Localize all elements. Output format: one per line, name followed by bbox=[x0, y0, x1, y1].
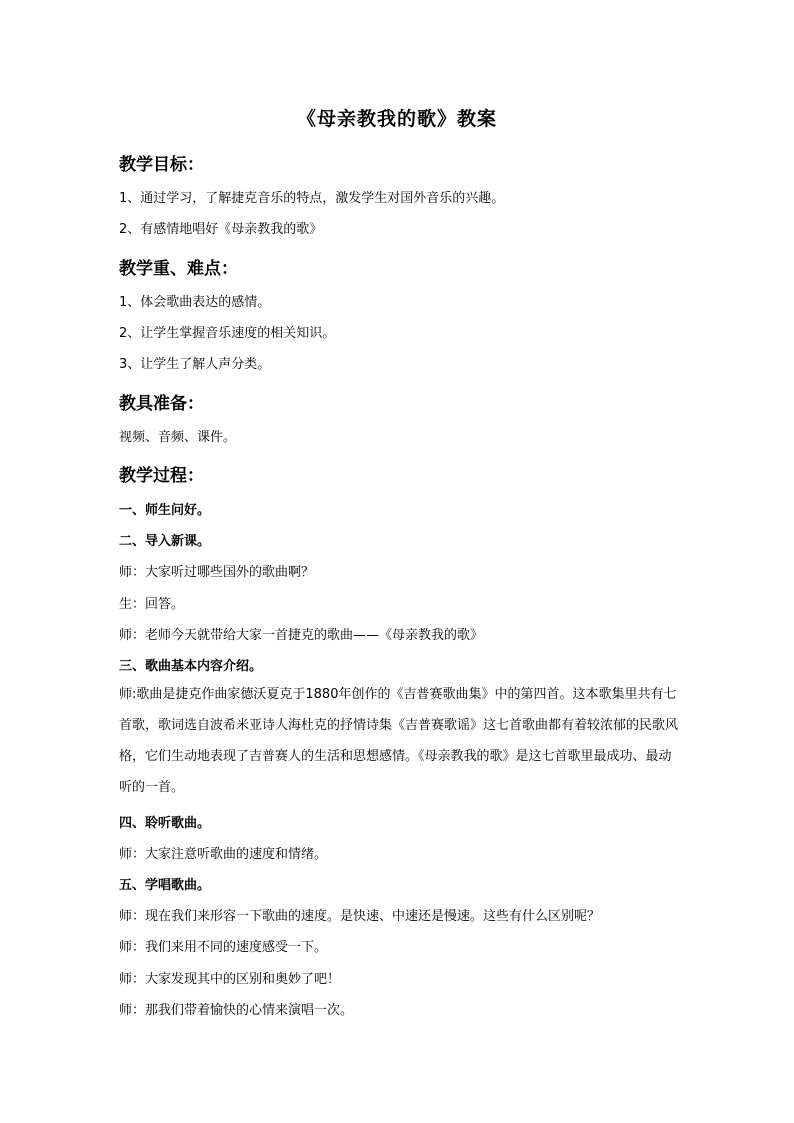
step-2-line-3: 师：老师今天就带给大家一首捷克的歌曲——《母亲教我的歌》 bbox=[119, 628, 484, 643]
step-4-title: 四、聆听歌曲。 bbox=[119, 816, 211, 831]
page-title: 《母亲教我的歌》教案 bbox=[296, 108, 497, 130]
materials-text: 视频、音频、课件。 bbox=[119, 430, 237, 445]
step-2-line-2: 生：回答。 bbox=[119, 597, 185, 612]
heading-keypoints: 教学重、难点： bbox=[119, 259, 238, 279]
step-3-title: 三、歌曲基本内容介绍。 bbox=[119, 659, 263, 674]
keypoint-item-2: 2、让学生掌握音乐速度的相关知识。 bbox=[119, 326, 336, 341]
step-5-line-2: 师：我们来用不同的速度感受一下。 bbox=[119, 940, 328, 955]
step-5-line-4: 师：那我们带着愉快的心情来演唱一次。 bbox=[119, 1003, 354, 1018]
step-2-title: 二、导入新课。 bbox=[119, 534, 211, 549]
heading-materials: 教具准备： bbox=[119, 394, 204, 414]
step-5-line-3: 师：大家发现其中的区别和奥妙了吧！ bbox=[119, 972, 341, 987]
step-4-line-1: 师：大家注意听歌曲的速度和情绪。 bbox=[119, 847, 328, 862]
objective-item-1: 1、通过学习，了解捷克音乐的特点，激发学生对国外音乐的兴趣。 bbox=[119, 191, 505, 206]
keypoint-item-3: 3、让学生了解人声分类。 bbox=[119, 357, 271, 372]
heading-objectives: 教学目标： bbox=[119, 155, 204, 175]
step-2-line-1: 师：大家听过哪些国外的歌曲啊？ bbox=[119, 565, 315, 580]
step-5-line-1: 师：现在我们来形容一下歌曲的速度。是快速、中速还是慢速。这些有什么区别呢？ bbox=[119, 909, 601, 924]
step-3-paragraph: 师:歌曲是捷克作曲家德沃夏克于1880年创作的《吉普赛歌曲集》中的第四首。这本歌集里共有七首歌，歌词选自波希米亚诗人海杜克的抒情诗集《吉普赛歌谣》这七首歌曲都有着较浓郁的民歌风格，它们生动地表现了吉普赛人的生活和思想感情。《母亲教我的歌》是这七首歌里最成功、最动听的一首。 bbox=[119, 687, 679, 795]
step-5-title: 五、学唱歌曲。 bbox=[119, 878, 211, 893]
keypoint-item-1: 1、体会歌曲表达的感情。 bbox=[119, 295, 271, 310]
step-1-title: 一、师生问好。 bbox=[119, 503, 211, 518]
objective-item-2: 2、有感情地唱好《母亲教我的歌》 bbox=[119, 222, 323, 237]
heading-process: 教学过程： bbox=[119, 466, 204, 486]
